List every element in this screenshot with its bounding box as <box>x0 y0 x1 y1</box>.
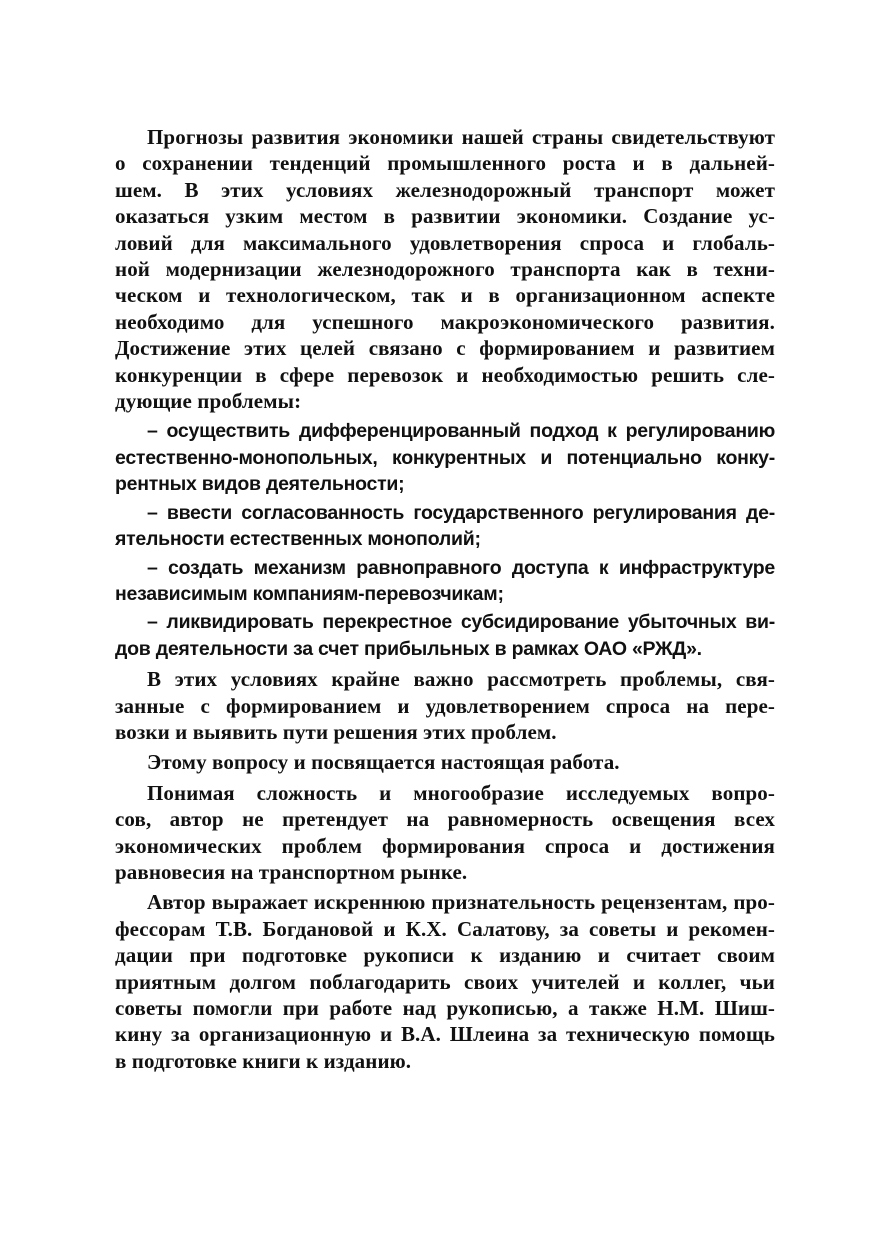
text-line: советы помогли при работе над рукописью, а также Н.М. Шиш- <box>115 996 775 1020</box>
paragraph <box>115 780 775 886</box>
text-line: независимым компаниям-перевозчикам; <box>115 582 504 605</box>
paragraph <box>115 749 775 775</box>
body-text <box>115 124 775 1074</box>
paragraph <box>115 124 775 414</box>
list-item <box>115 500 775 553</box>
text-line: – ввести согласованность государственного регулирования де- <box>147 501 775 524</box>
text-line: естественно-монопольных, конкурентных и потенциально конку- <box>115 446 775 469</box>
text-line: кину за организационную и В.А. Шлеина за техническую помощь <box>115 1022 775 1047</box>
text-line: необходимо для успешного макроэкономического развития. <box>115 309 775 334</box>
text-line: экономических проблем формирования спроса и достижения <box>115 833 775 858</box>
text-line: равновесия на транспортном рынке. <box>115 859 468 884</box>
text-line: дации при подготовке рукописи к изданию и считает своим <box>115 943 775 968</box>
text-line: ловий для максимального удовлетворения спроса и глобаль- <box>115 230 775 255</box>
text-line: Этому вопросу и посвящается настоящая работа. <box>147 750 620 775</box>
text-line: ной модернизации железнодорожного транспорта как в техни- <box>115 257 775 282</box>
text-line: – осуществить дифференцированный подход к регулированию <box>147 420 775 443</box>
text-line: Прогнозы развития экономики нашей страны свидетельствуют <box>147 125 775 149</box>
text-line: фессорам Т.В. Богдановой и К.Х. Салатову, за советы и рекомен- <box>115 916 775 941</box>
text-line: в подготовке книги к изданию. <box>115 1048 412 1073</box>
text-line: В этих условиях крайне важно рассмотреть проблемы, свя- <box>147 667 775 692</box>
text-line: возки и выявить пути решения этих проблем. <box>115 719 557 744</box>
text-line: дующие проблемы: <box>115 389 302 414</box>
text-line: о сохранении тенденций промышленного роста и в дальней- <box>115 151 775 176</box>
text-line: сов, автор не претендует на равномерность освещения всех <box>115 807 775 832</box>
text-line: – создать механизм равноправного доступа к инфраструктуре <box>147 556 775 579</box>
text-line: Понимая сложность и многообразие исследуемых вопро- <box>147 780 775 805</box>
text-line: Автор выражает искреннюю признательность рецензентам, про- <box>147 890 775 915</box>
text-line: ятельности естественных монополий; <box>115 528 481 551</box>
text-line: шем. В этих условиях железнодорожный транспорт может <box>115 177 775 202</box>
text-line: рентных видов деятельности; <box>115 473 405 496</box>
text-line: ческом и технологическом, так и в организационном аспекте <box>115 283 775 308</box>
text-line: – ликвидировать перекрестное субсидирование убыточных ви- <box>147 611 775 634</box>
text-line: Достижение этих целей связано с формированием и развитием <box>115 336 775 361</box>
paragraph <box>115 889 775 1074</box>
text-line: оказаться узким местом в развитии экономики. Создание ус- <box>115 204 775 229</box>
list-item <box>115 418 775 497</box>
document-page <box>115 124 775 1078</box>
text-line: приятным долгом поблагодарить своих учителей и коллег, чьи <box>115 969 775 994</box>
list-item <box>115 555 775 608</box>
text-line: дов деятельности за счет прибыльных в рамках ОАО «РЖД». <box>115 637 702 660</box>
text-line: занные с формированием и удовлетворением спроса на пере- <box>115 693 775 718</box>
paragraph <box>115 666 775 745</box>
text-line: конкуренции в сфере перевозок и необходимостью решить сле- <box>115 362 775 387</box>
list-item <box>115 609 775 662</box>
